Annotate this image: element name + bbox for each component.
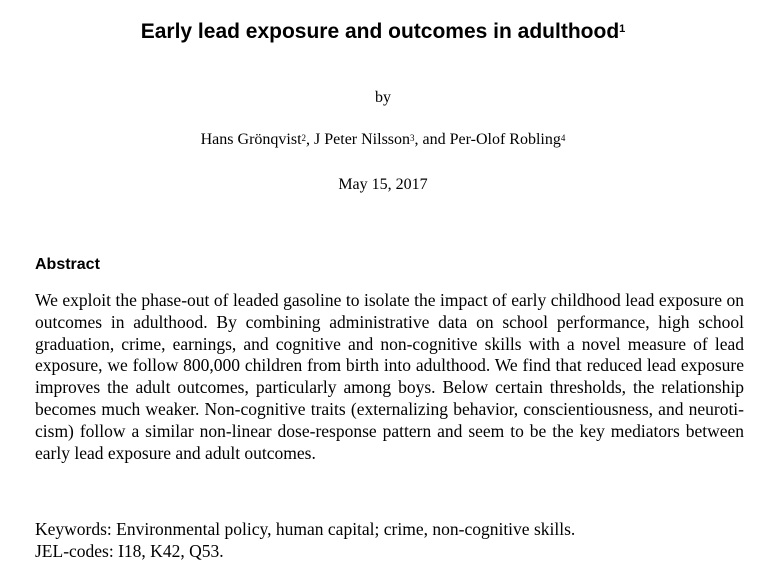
by-line: by (375, 89, 391, 106)
author-name: Hans Grönqvist (200, 131, 302, 148)
author-name: J Peter Nilsson (314, 131, 411, 148)
abstract-heading: Abstract (35, 256, 100, 273)
author-separator: , and (414, 131, 450, 148)
abstract-body: We exploit the phase-out of leaded gasoline to isolate the impact of early childhood lead exposure on outcomes in adulthood. By combining administrative data on school performance, high school graduation, crime, earnings, and cognitive and non-cognitive skills with a novel measure of lead exposure, we follow 800,000 children from birth into adulthood. We find that reduced lead exposure improves the adult outcomes, particularly among boys. Below certain thresholds, the relationship becomes much weaker. Non-cognitive traits (externalizing behavior, conscientiousness, and neuroticism) follow a similar non-linear dose-response pattern and seem to be the key mediators between early lead exposure and adult outcomes. (35, 290, 744, 463)
author-name: Per-Olof Robling (449, 131, 561, 148)
author-list (0, 130, 766, 150)
publication-date: May 15, 2017 (338, 176, 428, 193)
author-footnote-marker: 4 (560, 133, 566, 143)
author-footnote-marker: 2 (301, 133, 307, 143)
author-separator: , (306, 131, 315, 148)
title-footnote-marker: 1 (619, 23, 626, 35)
jel-codes-line: JEL-codes: I18, K42, Q53. (35, 541, 224, 561)
keywords-line: Keywords: Environmental policy, human capital; crime, non-cognitive skills. (35, 519, 576, 539)
paper-title-text: Early lead exposure and outcomes in adulthood (140, 20, 620, 43)
author-footnote-marker: 3 (410, 133, 415, 143)
paper-title (0, 19, 766, 45)
